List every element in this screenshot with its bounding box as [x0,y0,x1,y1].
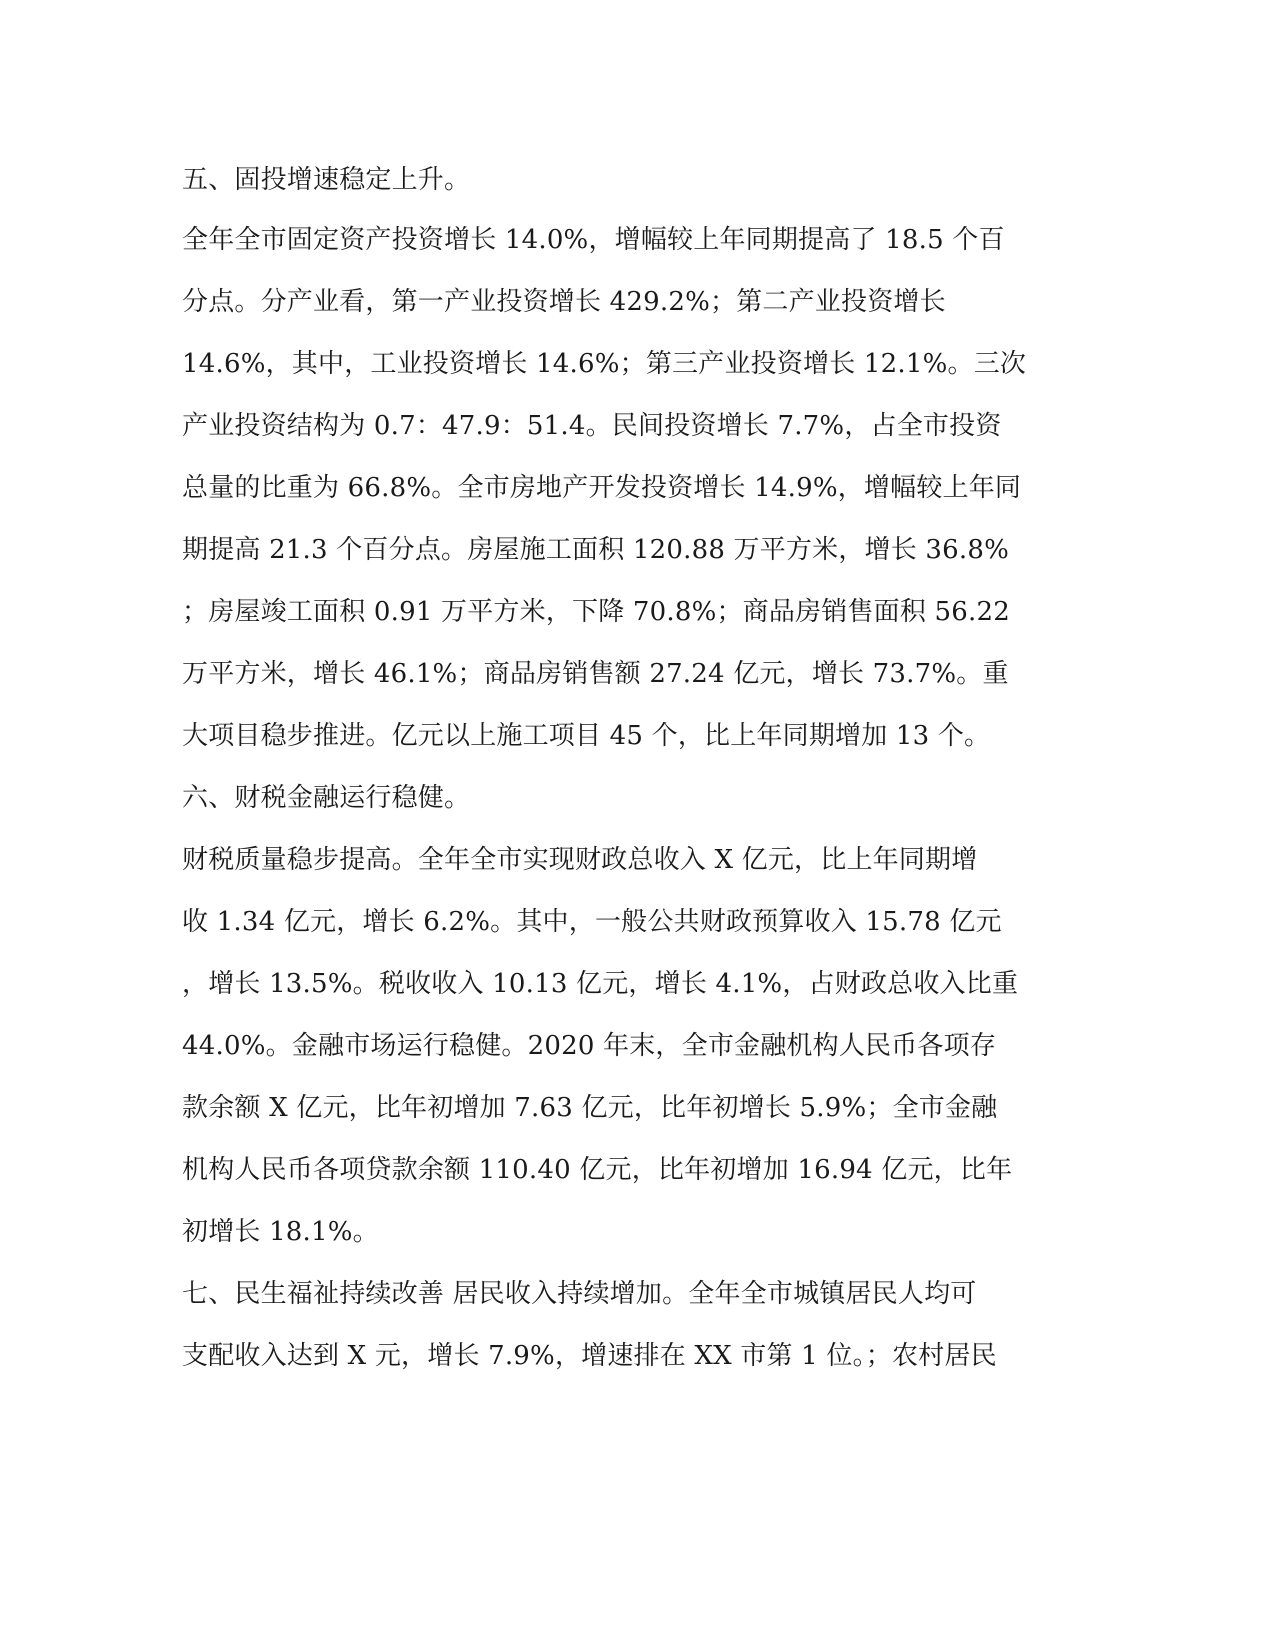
text-line: 款余额 X 亿元，比年初增加 7.63 亿元，比年初增长 5.9%；全市金融 [182,1093,998,1123]
text-line: 全年全市固定资产投资增长 14.0%，增幅较上年同期提高了 18.5 个百 [182,225,1005,255]
text-line: ，增长 13.5%。税收收入 10.13 亿元，增长 4.1%，占财政总收入比重 [182,969,1019,999]
section-heading-7: 七、民生福祉持续改善 居民收入持续增加。全年全市城镇居民人均可 [182,1279,977,1309]
text-line: 万平方米，增长 46.1%；商品房销售额 27.24 亿元，增长 73.7%。重 [182,659,1009,689]
text-line: 机构人民币各项贷款余额 110.40 亿元，比年初增加 16.94 亿元，比年 [182,1155,1013,1185]
text-line: 支配收入达到 X 元，增长 7.9%，增速排在 XX 市第 1 位。；农村居民 [182,1341,997,1371]
text-line: 期提高 21.3 个百分点。房屋施工面积 120.88 万平方米，增长 36.8% [182,535,1009,565]
text-line: ；房屋竣工面积 0.91 万平方米，下降 70.8%；商品房销售面积 56.22 [182,597,1010,627]
text-line: 总量的比重为 66.8%。全市房地产开发投资增长 14.9%，增幅较上年同 [182,473,1022,503]
text-line: 14.6%，其中，工业投资增长 14.6%；第三产业投资增长 12.1%。三次 [182,349,1027,379]
text-line: 财税质量稳步提高。全年全市实现财政总收入 X 亿元，比上年同期增 [182,845,978,875]
text-line: 44.0%。金融市场运行稳健。2020 年末，全市金融机构人民币各项存 [182,1031,997,1061]
text-line: 大项目稳步推进。亿元以上施工项目 45 个，比上年同期增加 13 个。 [182,721,991,751]
text-line: 初增长 18.1%。 [182,1217,379,1247]
section-heading-6: 六、财税金融运行稳健。 [182,783,471,813]
section-heading-5: 五、固投增速稳定上升。 [182,165,471,195]
text-line: 收 1.34 亿元，增长 6.2%。其中，一般公共财政预算收入 15.78 亿元 [182,907,1002,937]
text-line: 分点。分产业看，第一产业投资增长 429.2%；第二产业投资增长 [182,287,946,317]
text-line: 产业投资结构为 0.7：47.9：51.4。民间投资增长 7.7%，占全市投资 [182,411,1002,441]
